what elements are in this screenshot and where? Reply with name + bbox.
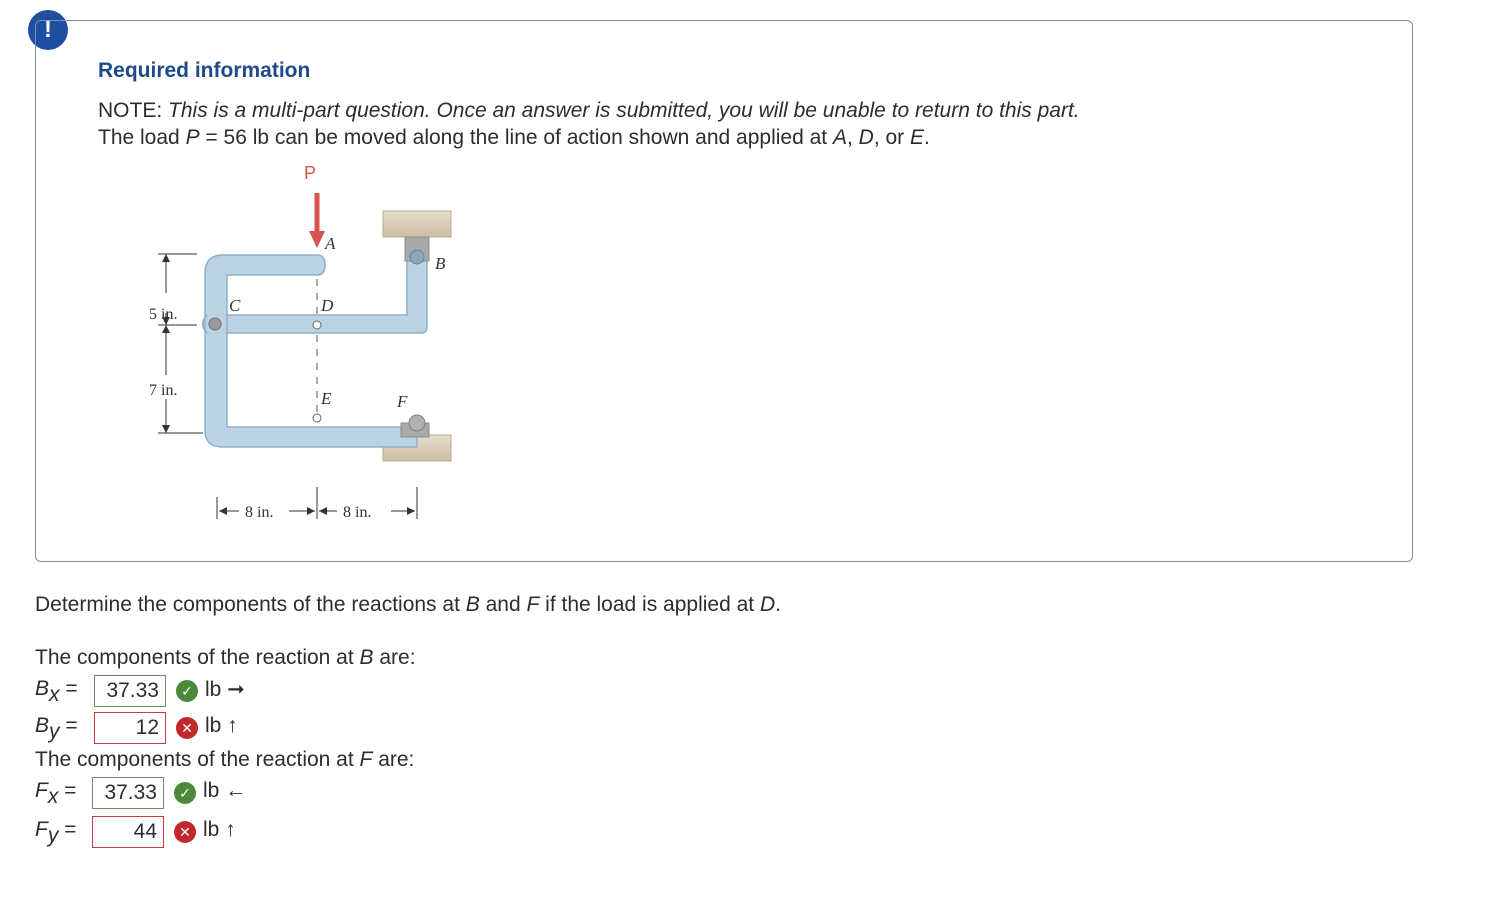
answer-label-By: $B_y$ = (35, 714, 78, 743)
x-mark-icon: ✕ (174, 821, 196, 843)
answer-input-Fy[interactable]: 44 (92, 816, 164, 848)
pin-C (209, 318, 221, 330)
dim-8in-right: 8 in. (343, 504, 372, 521)
answer-label-Bx: $B_x$ = (35, 677, 78, 706)
answer-input-By[interactable]: 12 (94, 712, 166, 744)
unit-Fx: lb ← (203, 779, 247, 802)
unit-By: lb ↑ (205, 714, 238, 737)
unit-Fy: lb ↑ (203, 818, 236, 841)
load-arrowhead (309, 231, 325, 248)
required-information-title: Required information (98, 59, 311, 82)
dim-5in: 5 in. (149, 306, 178, 323)
frame-diagram (111, 161, 471, 531)
answer-input-Fx[interactable]: 37.33 (92, 777, 164, 809)
pin-F (409, 415, 425, 431)
point-D (313, 321, 321, 329)
point-E (313, 414, 321, 422)
checkmark-icon: ✓ (176, 680, 198, 702)
dim-7in: 7 in. (149, 382, 178, 399)
label-C: C (229, 296, 241, 315)
member-ACE (205, 255, 417, 447)
label-E: E (321, 389, 332, 408)
note-text: NOTE: This is a multi-part question. Once an answer is submitted, you will be unable to return to this part. (98, 99, 1080, 122)
reaction-F-heading: The components of the reaction at F are: (35, 748, 415, 771)
question-text: Determine the components of the reactions at B and F if the load is applied at D. (35, 593, 781, 616)
unit-Bx: lb ➞ (205, 678, 245, 701)
checkmark-icon: ✓ (174, 782, 196, 804)
required-information-panel (35, 20, 1413, 562)
label-B: B (435, 254, 446, 273)
pin-B (410, 250, 424, 264)
label-D: D (321, 296, 334, 315)
answer-label-Fx: $F_x$ = (35, 779, 77, 808)
dim-8in-left: 8 in. (245, 504, 274, 521)
alert-icon: ! (28, 10, 68, 50)
support-wall-top (383, 211, 451, 237)
label-A: A (325, 234, 336, 253)
load-label: P (304, 163, 317, 183)
answer-input-Bx[interactable]: 37.33 (94, 675, 166, 707)
load-description: The load P = 56 lb can be moved along the line of action shown and applied at A, D, or E. (98, 126, 930, 149)
answer-label-Fy: $F_y$ = (35, 818, 77, 847)
label-F: F (397, 392, 408, 411)
x-mark-icon: ✕ (176, 717, 198, 739)
reaction-B-heading: The components of the reaction at B are: (35, 646, 416, 669)
